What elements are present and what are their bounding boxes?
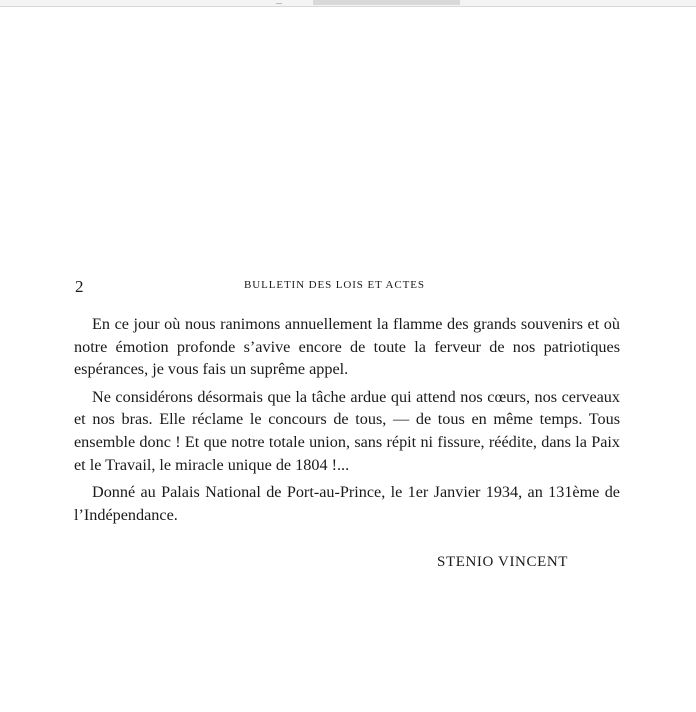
paragraph-date: Donné au Palais National de Port-au-Prince, le 1er Janvier 1934, an 131ème de l’Indépendance. <box>74 483 620 524</box>
toolbar-notch <box>276 0 282 4</box>
page-number: 2 <box>75 277 84 296</box>
running-header: BULLETIN DES LOIS ET ACTES <box>244 279 425 291</box>
document-body <box>74 313 620 531</box>
paragraph-appeal: En ce jour où nous ranimons annuellement la flamme des grands souvenirs et où notre émotion profonde s’avive encore de toute la ferveur de nos patriotiques espérances, je vous fais un suprême appel. <box>74 315 620 379</box>
scrollbar-thumb[interactable] <box>313 0 460 5</box>
paragraph-union: Ne considérons désormais que la tâche ardue qui attend nos cœurs, nos cerveaux et nos bras. Elle réclame le concours de tous, — de tous en même temps. Tous ensemble donc ! Et que notre totale union, sans répit ni fissure, réédite, dans la Paix et le Travail, le miracle unique de 1804 !... <box>74 387 620 474</box>
signature: STENIO VINCENT <box>437 554 569 570</box>
viewer-top-bar <box>0 0 696 7</box>
